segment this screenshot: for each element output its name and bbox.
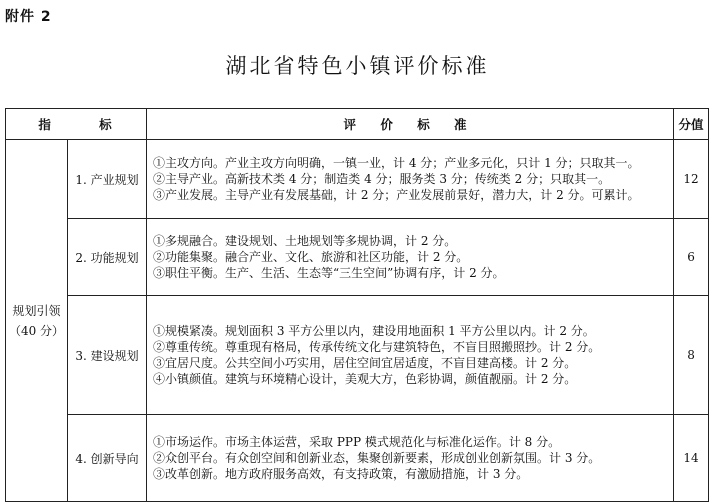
score-cell: 8	[674, 296, 709, 415]
criteria-cell	[147, 140, 674, 219]
criteria-line: ①规模紧凑。规划面积 3 平方公里以内，建设用地面积 1 平方公里以内。计 2 分。	[153, 324, 595, 338]
criteria-line: ①市场运作。市场主体运营，采取 PPP 模式规范化与标准化运作。计 8 分。	[153, 435, 561, 449]
score-cell: 6	[674, 219, 709, 296]
category-cell	[6, 140, 68, 502]
criteria-line: ②主导产业。高新技术类 4 分；制造类 4 分；服务类 3 分；传统类 2 分；只取其一。	[153, 172, 611, 186]
category-name: 规划引领	[12, 303, 61, 318]
sub-indicator: 1. 产业规划	[68, 140, 147, 219]
table-row	[6, 140, 709, 219]
sub-indicator: 2. 功能规划	[68, 219, 147, 296]
criteria-line: ③宜居尺度。公共空间小巧实用，居住空间宜居适度，不盲目建高楼。计 2 分。	[153, 356, 577, 370]
evaluation-table	[5, 108, 709, 502]
table-row	[6, 296, 709, 415]
page-title: 湖北省特色小镇评价标准	[225, 54, 490, 78]
criteria-cell	[147, 219, 674, 296]
attachment-label: 附件 2	[5, 9, 52, 25]
header-criteria: 评 价 标 准	[147, 109, 674, 140]
criteria-line: ②众创平台。有众创空间和创新业态，集聚创新要素，形成创业创新氛围。计 3 分。	[153, 451, 601, 465]
table-row	[6, 415, 709, 502]
criteria-cell	[147, 415, 674, 502]
table-header-row	[6, 109, 709, 140]
criteria-line: ②尊重传统。尊重现有格局，传承传统文化与建筑特色，不盲目照搬照抄。计 2 分。	[153, 340, 601, 354]
criteria-line: ③职住平衡。生产、生活、生态等“三生空间”协调有序，计 2 分。	[153, 266, 505, 280]
table-row	[6, 219, 709, 296]
criteria-line: ②功能集聚。融合产业、文化、旅游和社区功能，计 2 分。	[153, 250, 469, 264]
criteria-line: ③产业发展。主导产业有发展基础，计 2 分；产业发展前景好，潜力大，计 2 分。可累计。	[153, 188, 640, 202]
sub-indicator: 3. 建设规划	[68, 296, 147, 415]
category-points: （40 分）	[8, 323, 65, 338]
criteria-line: ①主攻方向。产业主攻方向明确，一镇一业，计 4 分；产业多元化，只计 1 分；只取其一。	[153, 156, 640, 170]
criteria-cell	[147, 296, 674, 415]
score-cell: 14	[674, 415, 709, 502]
criteria-line: ③改革创新。地方政府服务高效，有支持政策，有激励措施，计 3 分。	[153, 467, 529, 481]
sub-indicator: 4. 创新导向	[68, 415, 147, 502]
criteria-line: ④小镇颜值。建筑与环境精心设计，美观大方，色彩协调，颜值靓丽。计 2 分。	[153, 372, 577, 386]
criteria-line: ①多规融合。建设规划、土地规划等多规协调，计 2 分。	[153, 234, 457, 248]
score-cell: 12	[674, 140, 709, 219]
header-score: 分值	[674, 109, 709, 140]
header-indicator: 指 标	[6, 109, 147, 140]
